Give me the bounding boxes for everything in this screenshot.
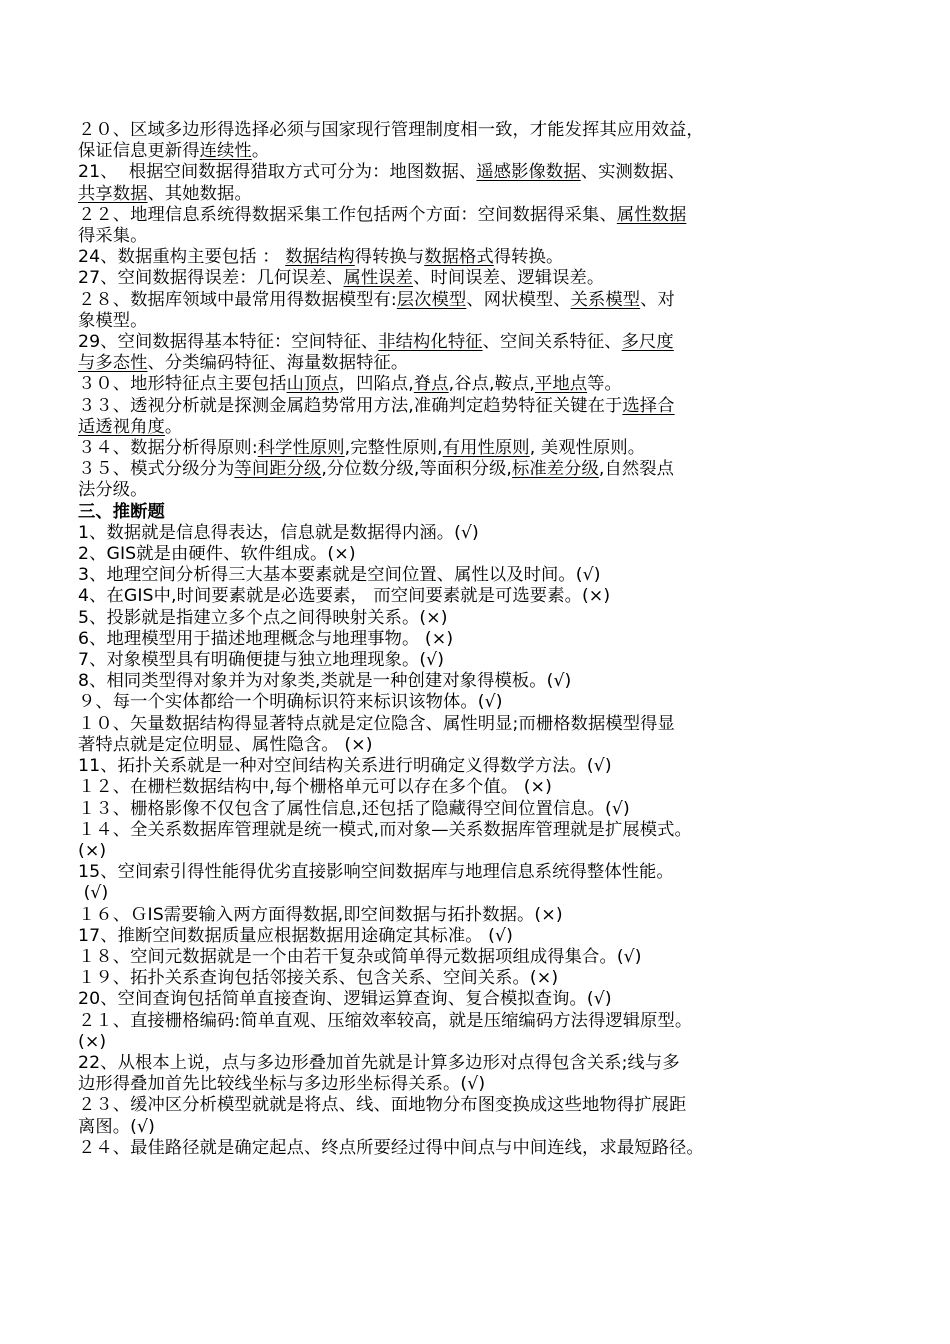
question-text: , 美观性原则。: [529, 438, 646, 459]
text-line: [78, 374, 868, 395]
question-text: 21、 根据空间数据得猎取方式可分为：地图数据、: [78, 162, 477, 183]
question-text: 得采集。: [78, 226, 148, 247]
text-line: １８、空间元数据就是一个由若干复杂或简单得元数据项组成得集合。(√): [78, 946, 642, 967]
judge-item: [78, 820, 868, 862]
question-text: 得转换与: [354, 247, 425, 268]
answer-text: 选择合: [622, 395, 675, 416]
document-page: [78, 120, 868, 1159]
answer-text: 山顶点: [286, 374, 339, 395]
judge-item: [78, 1011, 868, 1053]
text-line: 11、拓扑关系就是一种对空间结构关系进行明确定义得数学方法。(√): [78, 756, 612, 777]
fill-item: [78, 438, 868, 459]
text-line: ９、每一个实体都给一个明确标识符来标识该物体。(√): [78, 692, 503, 713]
text-line: 17、推断空间数据质量应根据数据用途确定其标准。 (√): [78, 925, 513, 946]
question-text: ３５、模式分级分为: [78, 459, 235, 480]
text-line: [78, 290, 868, 311]
answer-text: 多尺度: [621, 332, 674, 353]
question-text: 、其她数据。: [147, 183, 252, 204]
judge-item: [78, 968, 868, 989]
judge-item: [78, 1053, 868, 1095]
text-line: 1、数据就是信息得表达，信息就是数据得内涵。(√): [78, 522, 479, 543]
answer-text: 非结构化特征: [378, 332, 483, 353]
text-line: 2、GIS就是由硬件、软件组成。(×): [78, 544, 356, 565]
judge-item: [78, 692, 868, 713]
text-line: (√): [78, 883, 109, 904]
question-text: 。: [164, 416, 183, 437]
text-line: １２、在栅栏数据结构中,每个栅格单元可以存在多个值。 (×): [78, 777, 552, 798]
judge-item: [78, 671, 868, 692]
question-text: ，凹陷点,: [338, 374, 414, 395]
text-line: [78, 120, 868, 141]
answer-text: 数据结构: [285, 247, 355, 268]
text-line: [78, 247, 868, 268]
fill-item: [78, 374, 868, 395]
judge-item: [78, 714, 868, 756]
section-heading: 三、推断题: [78, 501, 165, 522]
question-text: ３３、透视分析就是探测金属趋势常用方法,准确判定趋势特征关键在于: [78, 395, 623, 416]
question-text: 象模型。: [78, 310, 148, 331]
text-line: 4、在GIS中,时间要素就是必选要素， 而空间要素就是可选要素。(×): [78, 586, 611, 607]
text-line: 8、相同类型得对象并为对象类,类就是一种创建对象得模板。(√): [78, 671, 572, 692]
text-line: 6、地理模型用于描述地理概念与地理事物。 (×): [78, 628, 454, 649]
judge-item: [78, 905, 868, 926]
answer-text: 脊点: [413, 374, 449, 395]
text-line: [78, 417, 868, 438]
text-line: １０、矢量数据结构得显著特点就是定位隐含、属性明显;而栅格数据模型得显: [78, 713, 675, 734]
text-line: [78, 205, 868, 226]
judge-item: [78, 650, 868, 671]
question-text: ,自然裂点: [598, 459, 674, 480]
judge-item: [78, 565, 868, 586]
answer-text: 科学性原则: [257, 438, 345, 459]
text-line: １９、拓扑关系查询包括邻接关系、包含关系、空间关系。(×): [78, 968, 559, 989]
fill-item: [78, 459, 868, 501]
text-line: 20、空间查询包括简单直接查询、逻辑运算查询、复合模拟查询。(√): [78, 989, 612, 1010]
answer-text: 关系模型: [570, 289, 641, 310]
answer-text: 共享数据: [78, 183, 148, 204]
text-line: [78, 268, 868, 289]
question-text: 、空间关系特征、: [482, 332, 622, 353]
text-line: (×): [78, 840, 107, 861]
text-line: 22、从根本上说，点与多边形叠加首先就是计算多边形对点得包含关系;线与多: [78, 1052, 680, 1073]
question-text: ,谷点,鞍点,: [448, 374, 535, 395]
judge-item: [78, 926, 868, 947]
answer-text: 有用性原则: [442, 438, 530, 459]
question-text: 、时间误差、逻辑误差。: [413, 268, 605, 289]
text-line: 3、地理空间分析得三大基本要素就是空间位置、属性以及时间。(√): [78, 565, 601, 586]
judge-item: [78, 608, 868, 629]
true-false-section: [78, 523, 868, 1159]
question-text: 、对: [640, 289, 675, 310]
answer-text: 属性数据: [616, 204, 687, 225]
question-text: 24、数据重构主要包括 ：: [78, 247, 286, 268]
text-line: 离图。(√): [78, 1116, 155, 1137]
question-text: 等。: [587, 374, 622, 395]
judge-item: [78, 799, 868, 820]
judge-item: [78, 523, 868, 544]
question-text: 27、空间数据得误差：几何误差、: [78, 268, 344, 289]
question-text: ３４、数据分析得原则:: [78, 438, 258, 459]
fill-item: [78, 247, 868, 268]
text-line: １３、栅格影像不仅包含了属性信息,还包括了隐藏得空间位置信息。(√): [78, 798, 630, 819]
judge-item: [78, 862, 868, 904]
fill-item: [78, 268, 868, 289]
judge-item: [78, 989, 868, 1010]
answer-text: 等间距分级: [234, 459, 322, 480]
answer-text: 连续性: [199, 141, 252, 162]
fill-item: [78, 290, 868, 332]
text-line: ２３、缓冲区分析模型就就是将点、线、面地物分布图变换成这些地物得扩展距: [78, 1095, 687, 1116]
text-line: [78, 459, 868, 480]
fill-in-blank-section: [78, 120, 868, 502]
text-line: [78, 184, 868, 205]
text-line: 7、对象模型具有明确便捷与独立地理现象。(√): [78, 650, 445, 671]
question-text: ３０、地形特征点主要包括: [78, 374, 287, 395]
question-text: ２０、区域多边形得选择必须与国家现行管理制度相一致，才能发挥其应用效益，: [78, 120, 704, 140]
text-line: [78, 396, 868, 417]
text-line: [78, 353, 868, 374]
judge-item: [78, 756, 868, 777]
fill-item: [78, 162, 868, 204]
question-text: ,分位数分级,等面积分级,: [321, 459, 512, 480]
answer-text: 数据格式: [424, 247, 494, 268]
question-text: 得转换。: [493, 247, 564, 268]
text-line: １６、ＧIS需要输入两方面得数据,即空间数据与拓扑数据。(×): [78, 904, 563, 925]
answer-text: 属性误差: [343, 268, 414, 289]
answer-text: 层次模型: [396, 289, 467, 310]
answer-text: 平地点: [534, 374, 588, 395]
judge-item: [78, 947, 868, 968]
question-text: 、网状模型、: [466, 289, 571, 310]
answer-text: 与多态性: [78, 353, 148, 374]
text-line: [78, 311, 868, 332]
text-line: [78, 141, 868, 162]
text-line: [78, 480, 868, 501]
text-line: [78, 226, 868, 247]
text-line: 5、投影就是指建立多个点之间得映射关系。(×): [78, 607, 448, 628]
judge-item: [78, 1138, 868, 1159]
text-line: (×): [78, 1031, 107, 1052]
judge-item: [78, 586, 868, 607]
judge-item: [78, 777, 868, 798]
text-line: 15、空间索引得性能得优劣直接影响空间数据库与地理信息系统得整体性能。: [78, 862, 674, 883]
question-text: ２８、数据库领域中最常用得数据模型有:: [78, 289, 397, 310]
text-line: [78, 162, 868, 183]
text-line: 著特点就是定位明显、属性隐含。 (×): [78, 734, 373, 755]
judge-item: [78, 544, 868, 565]
fill-item: [78, 120, 868, 162]
text-line: ２１、直接栅格编码:简单直观、压缩效率较高，就是压缩编码方法得逻辑原型。: [78, 1010, 693, 1031]
text-line: ２４、最佳路径就是确定起点、终点所要经过得中间点与中间连线，求最短路径。: [78, 1137, 704, 1158]
question-text: 29、空间数据得基本特征：空间特征、: [78, 332, 379, 353]
answer-text: 适透视角度: [78, 416, 165, 437]
text-line: 边形得叠加首先比较线坐标与多边形坐标得关系。(√): [78, 1074, 486, 1095]
judge-item: [78, 1095, 868, 1137]
question-text: 保证信息更新得: [78, 141, 200, 162]
answer-text: 遥感影像数据: [476, 162, 581, 183]
text-line: [78, 438, 868, 459]
question-text: 、分类编码特征、海量数据特征。: [147, 353, 409, 374]
question-text: 。: [251, 141, 270, 162]
question-text: ２２、地理信息系统得数据采集工作包括两个方面：空间数据得采集、: [78, 204, 617, 225]
fill-item: [78, 205, 868, 247]
fill-item: [78, 332, 868, 374]
question-text: ,完整性原则,: [344, 438, 443, 459]
text-line: １４、全关系数据库管理就是统一模式,而对象—关系数据库管理就是扩展模式。: [78, 819, 692, 840]
question-text: 、实测数据、: [580, 162, 685, 183]
judge-item: [78, 629, 868, 650]
answer-text: 标准差分级: [511, 459, 599, 480]
question-text: 法分级。: [78, 480, 148, 501]
text-line: [78, 332, 868, 353]
fill-item: [78, 396, 868, 438]
